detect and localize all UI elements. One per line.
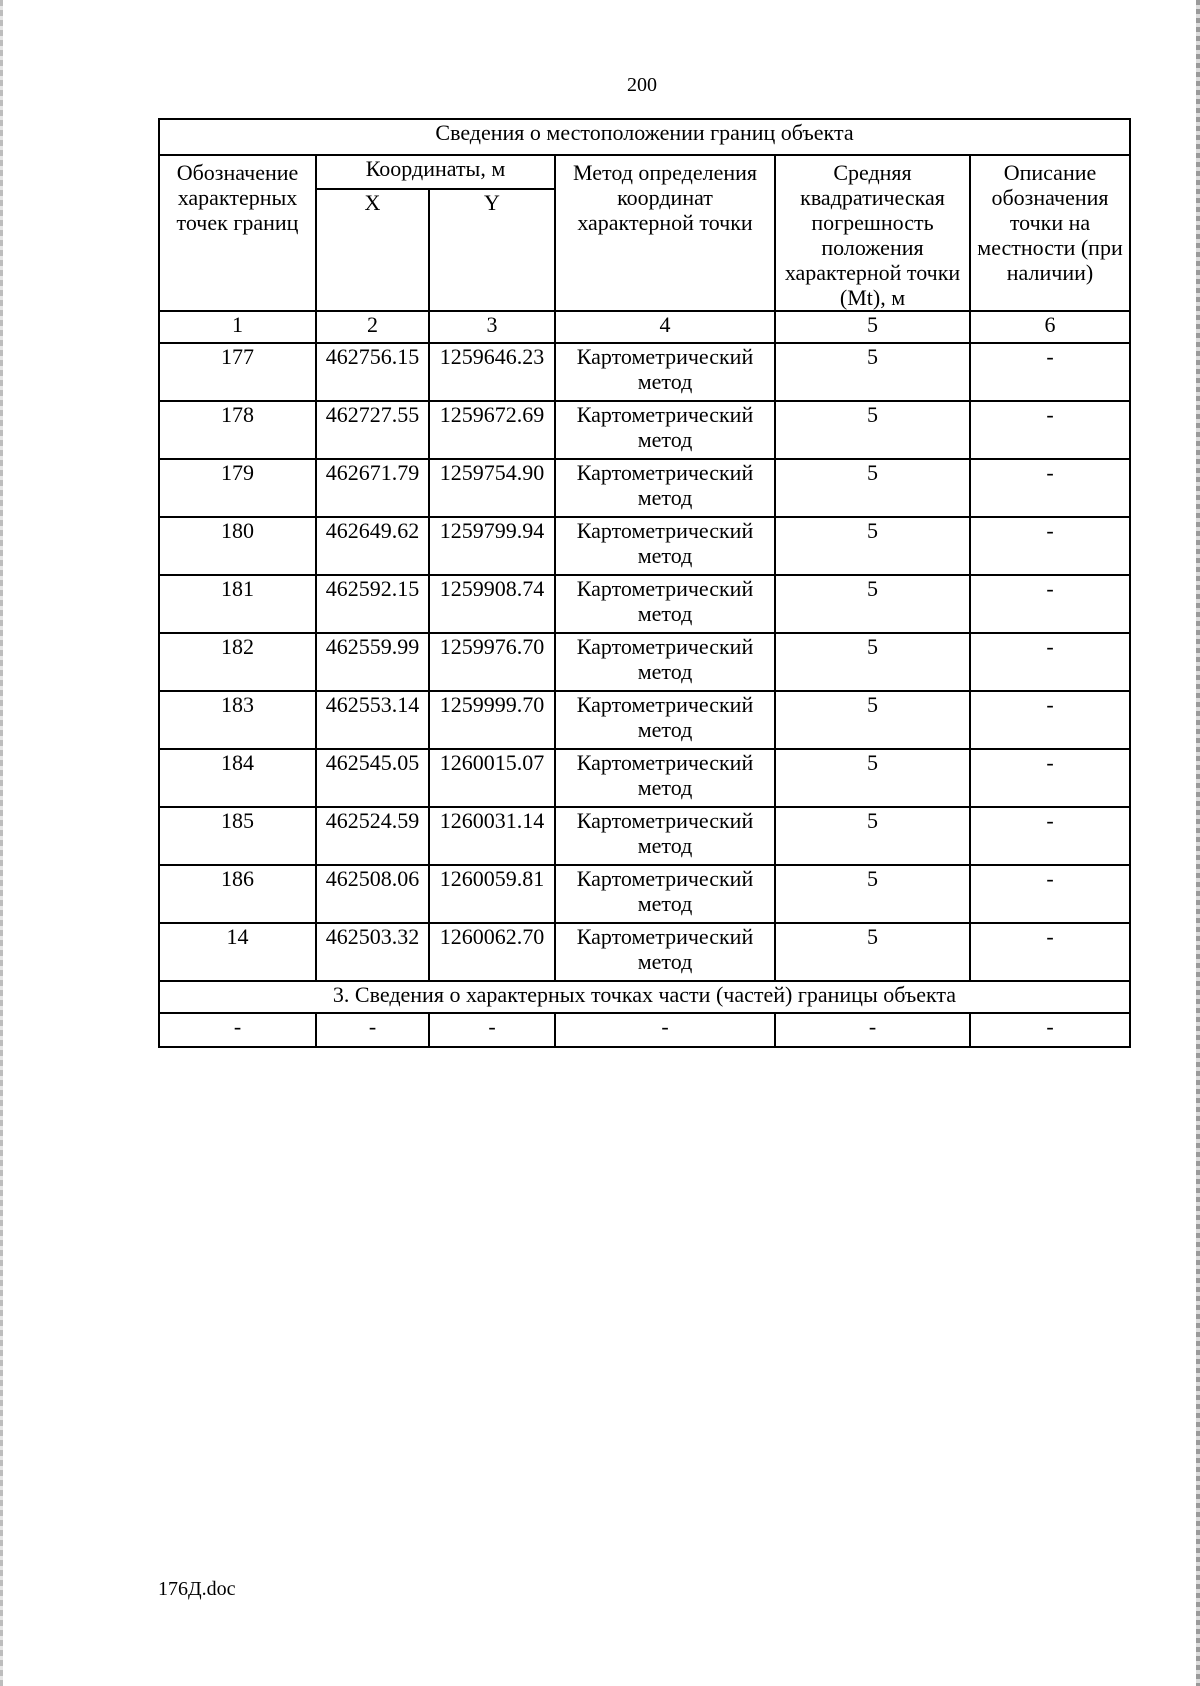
cell-y: 1259999.70 xyxy=(429,691,555,749)
column-number: 5 xyxy=(775,311,970,343)
cell-method: Картометрический метод xyxy=(555,401,775,459)
header-coordinates: Координаты, м xyxy=(316,155,555,189)
table-row xyxy=(159,865,1130,923)
header-description: Описание обозначения точки на местности (при наличии) xyxy=(970,155,1130,311)
cell-method: Картометрический метод xyxy=(555,807,775,865)
cell-method: Картометрический метод xyxy=(555,749,775,807)
header-designation: Обозначение характерных точек границ xyxy=(159,155,316,311)
cell-x: 462649.62 xyxy=(316,517,429,575)
scan-edge-left xyxy=(0,0,3,1686)
empty-cell: - xyxy=(970,1013,1130,1047)
header-x: X xyxy=(316,189,429,311)
cell-error: 5 xyxy=(775,575,970,633)
cell-description: - xyxy=(970,691,1130,749)
cell-y: 1260015.07 xyxy=(429,749,555,807)
header-y: Y xyxy=(429,189,555,311)
column-number: 4 xyxy=(555,311,775,343)
cell-description: - xyxy=(970,517,1130,575)
cell-y: 1259908.74 xyxy=(429,575,555,633)
cell-error: 5 xyxy=(775,865,970,923)
empty-cell: - xyxy=(316,1013,429,1047)
empty-row xyxy=(159,1013,1130,1047)
cell-x: 462503.32 xyxy=(316,923,429,981)
cell-x: 462756.15 xyxy=(316,343,429,401)
cell-error: 5 xyxy=(775,691,970,749)
table-row xyxy=(159,691,1130,749)
cell-description: - xyxy=(970,633,1130,691)
cell-description: - xyxy=(970,923,1130,981)
cell-x: 462727.55 xyxy=(316,401,429,459)
cell-description: - xyxy=(970,401,1130,459)
cell-point: 180 xyxy=(159,517,316,575)
cell-y: 1259646.23 xyxy=(429,343,555,401)
header-error: Средняя квадратическая погрешность положения характерной точки (Mt), м xyxy=(775,155,970,311)
column-number: 3 xyxy=(429,311,555,343)
section-3-title: 3. Сведения о характерных точках части (частей) границы объекта xyxy=(159,981,1130,1013)
cell-point: 185 xyxy=(159,807,316,865)
cell-y: 1260062.70 xyxy=(429,923,555,981)
cell-method: Картометрический метод xyxy=(555,517,775,575)
cell-error: 5 xyxy=(775,633,970,691)
table-row xyxy=(159,343,1130,401)
cell-point: 183 xyxy=(159,691,316,749)
cell-point: 186 xyxy=(159,865,316,923)
footer-filename: 176Д.doc xyxy=(158,1578,236,1600)
table-row xyxy=(159,575,1130,633)
cell-point: 178 xyxy=(159,401,316,459)
cell-x: 462545.05 xyxy=(316,749,429,807)
cell-y: 1259976.70 xyxy=(429,633,555,691)
table-row xyxy=(159,633,1130,691)
table-row xyxy=(159,459,1130,517)
cell-method: Картометрический метод xyxy=(555,343,775,401)
scan-edge-right xyxy=(1196,0,1200,1686)
cell-error: 5 xyxy=(775,343,970,401)
cell-error: 5 xyxy=(775,923,970,981)
cell-point: 14 xyxy=(159,923,316,981)
table-row xyxy=(159,923,1130,981)
cell-y: 1259672.69 xyxy=(429,401,555,459)
cell-method: Картометрический метод xyxy=(555,575,775,633)
cell-point: 179 xyxy=(159,459,316,517)
column-number: 1 xyxy=(159,311,316,343)
cell-description: - xyxy=(970,343,1130,401)
table-row xyxy=(159,807,1130,865)
cell-description: - xyxy=(970,459,1130,517)
cell-error: 5 xyxy=(775,517,970,575)
cell-method: Картометрический метод xyxy=(555,459,775,517)
cell-description: - xyxy=(970,575,1130,633)
table-row xyxy=(159,401,1130,459)
page-number: 200 xyxy=(627,74,657,96)
cell-y: 1260031.14 xyxy=(429,807,555,865)
table-row xyxy=(159,749,1130,807)
column-number: 6 xyxy=(970,311,1130,343)
cell-y: 1260059.81 xyxy=(429,865,555,923)
table-title: Сведения о местоположении границ объекта xyxy=(159,119,1130,155)
cell-y: 1259799.94 xyxy=(429,517,555,575)
cell-point: 184 xyxy=(159,749,316,807)
empty-cell: - xyxy=(775,1013,970,1047)
cell-error: 5 xyxy=(775,807,970,865)
cell-point: 182 xyxy=(159,633,316,691)
cell-description: - xyxy=(970,749,1130,807)
cell-method: Картометрический метод xyxy=(555,923,775,981)
cell-method: Картометрический метод xyxy=(555,865,775,923)
cell-error: 5 xyxy=(775,749,970,807)
column-number: 2 xyxy=(316,311,429,343)
empty-cell: - xyxy=(555,1013,775,1047)
cell-description: - xyxy=(970,807,1130,865)
column-numbers-row xyxy=(159,311,1130,343)
cell-method: Картометрический метод xyxy=(555,633,775,691)
header-method: Метод определения координат характерной точки xyxy=(555,155,775,311)
cell-x: 462592.15 xyxy=(316,575,429,633)
cell-x: 462559.99 xyxy=(316,633,429,691)
cell-y: 1259754.90 xyxy=(429,459,555,517)
cell-point: 181 xyxy=(159,575,316,633)
cell-method: Картометрический метод xyxy=(555,691,775,749)
cell-x: 462508.06 xyxy=(316,865,429,923)
empty-cell: - xyxy=(429,1013,555,1047)
cell-error: 5 xyxy=(775,459,970,517)
cell-x: 462524.59 xyxy=(316,807,429,865)
table-row xyxy=(159,517,1130,575)
cell-x: 462553.14 xyxy=(316,691,429,749)
cell-x: 462671.79 xyxy=(316,459,429,517)
empty-cell: - xyxy=(159,1013,316,1047)
cell-point: 177 xyxy=(159,343,316,401)
boundary-coordinates-table xyxy=(158,118,1131,1048)
cell-description: - xyxy=(970,865,1130,923)
cell-error: 5 xyxy=(775,401,970,459)
